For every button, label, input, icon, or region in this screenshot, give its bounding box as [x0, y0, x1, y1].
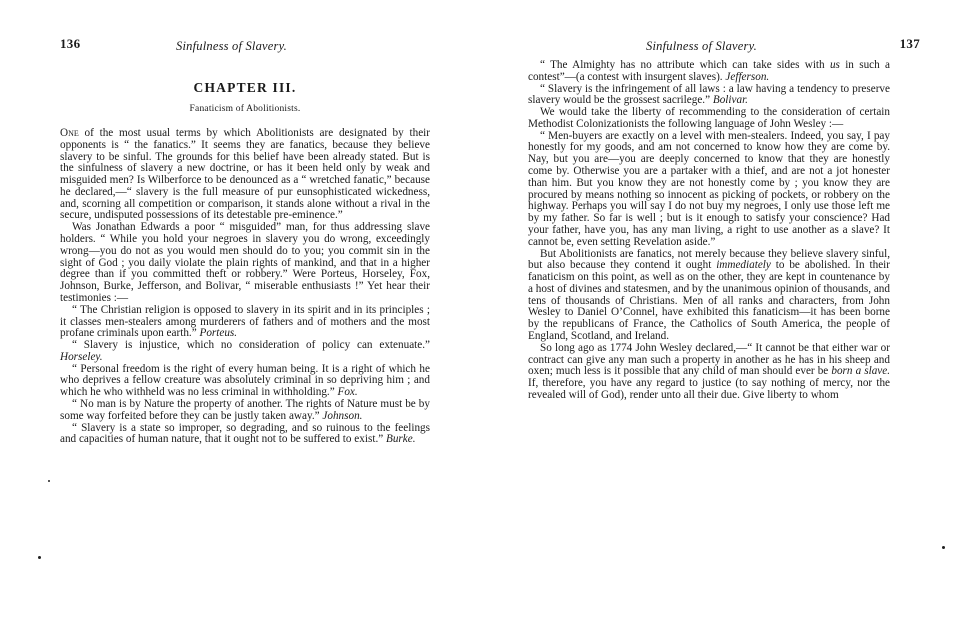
margin-dot-mark: [942, 546, 945, 549]
paragraph: [60, 128, 430, 222]
quote: [528, 84, 890, 108]
quote-text: “ Slavery is the infringement of all laws : a law having a tendency to preserve slavery would be the grossest sacrilege.”: [528, 82, 890, 107]
quote: [60, 340, 430, 364]
left-page-number: 136: [60, 36, 81, 51]
quote-text: “ Slavery is a state so improper, so degrading, and so ruinous to the feelings and capacities of human nature, that it ought not to be suffered to exist.”: [60, 421, 430, 446]
margin-dot-mark: [48, 480, 50, 482]
quote-text: “ Slavery is injustice, which no consideration of policy can extenuate.”: [72, 339, 430, 352]
quote-attribution: Bolivar.: [712, 94, 748, 107]
quote-attribution: Johnson.: [322, 409, 363, 422]
chapter-title: CHAPTER III.: [193, 80, 297, 95]
paragraph-text: We would take the liberty of recommending to the consideration of certain Methodist Colonizationists the following language of John Wesley :—: [528, 106, 890, 130]
quote-text: “ The Almighty has no attribute which can take sides with: [540, 59, 825, 71]
paragraph-text: Was Jonathan Edwards a poor “ misguided” man, for thus addressing slave holders. “ While you hold your negroes in slavery you do wrong, exceedingly wrong—you do not as you would men should do to you; you commit sin in the sight of God ; you daily violate the plain rights of mankind, and that in a higher degree than if you committed theft or robbery.” Were Porteus, Horseley, Fox, Johnson, Burke, Jefferson, and Bolivar, “ miserable enthusiasts !” Yet hear their testimonies :—: [60, 221, 430, 304]
quote-text: “ No man is by Nature the property of another. The rights of Nature must be by some way forfeited before they can be justly taken away.”: [60, 397, 430, 422]
paragraph-text: But Abolitionists are fanatics, not merely because they believe slavery sinful, but also because they contend it ought: [528, 247, 890, 272]
quote-attribution: Burke.: [386, 433, 416, 446]
quote-attribution: Horseley.: [60, 350, 103, 363]
paragraph: [528, 343, 890, 402]
paragraph-text: to be abolished. In their fanaticism on this point, as well as on the other, they are kept in countenance by a host of divines and statesmen, and by the unanimous opinion of thousands, and tens of thousands of Christians. Men of all ranks and characters, from John Wesley to Daniel O’Connel, have exhibited this fanaticism—it has been borne by the republicans of France, the Catholics of South America, the people of England, Scotland, and Ireland.: [528, 259, 890, 342]
left-running-head: Sinfulness of Slavery.: [176, 39, 287, 53]
opening-word: One: [60, 127, 79, 139]
quote-attribution: Porteus.: [199, 327, 238, 340]
emphasis: immediately: [716, 259, 771, 272]
right-running-head: Sinfulness of Slavery.: [646, 39, 757, 53]
quote: [60, 305, 430, 340]
quote-attribution: Fox.: [337, 386, 358, 399]
paragraph: [60, 222, 430, 304]
quote: [60, 399, 430, 423]
quote: [528, 60, 890, 84]
emphasis: born a slave.: [831, 365, 891, 378]
paragraph: [528, 249, 890, 343]
chapter-subtitle: Fanaticism of Abolitionists.: [189, 104, 301, 114]
paragraph-text: So long ago as 1774 John Wesley declared,—“ It cannot be that either war or contract can give any man such a property in another as he has in his sheep and oxen; much less is it possible that any child of man should ever be: [528, 341, 890, 378]
quote-attribution: Jefferson.: [725, 70, 770, 83]
quote: [60, 364, 430, 399]
paragraph-text: of the most usual terms by which Abolitionists are designated by their opponents is “ the fanatics.” It seems they are fanatics, because they believe slavery to be sinful. The grounds for this belief have been already stated. But is the sinfulness of slavery a new doctrine, or has it been held only by weak and misguided men? Is Wilberforce to be denounced as a “ wretched fanatic,” because he declared,—“ slavery is the full measure of pur eunsophisticated wickedness, and, scorning all competition or comparison, it stands alone without a rival in the secure, undisputed possessions of its detestable pre-eminence.”: [60, 127, 431, 222]
right-page-body: [528, 60, 890, 402]
emphasis: us: [829, 59, 840, 71]
quote-text: “ The Christian religion is opposed to slavery in its spirit and in its principles ; it classes men-stealers among murderers of fathers and of mothers and the most profane criminals upon earth.”: [60, 303, 430, 340]
left-page-body: [60, 128, 430, 446]
quote-text: in such a contest”—(a contest with insurgent slaves).: [528, 59, 890, 83]
paragraph: [528, 107, 890, 131]
quote: [60, 423, 430, 447]
right-page-number: 137: [899, 36, 920, 51]
quote: [528, 131, 890, 249]
paragraph-text: If, therefore, you have any regard to justice (to say nothing of mercy, nor the revealed will of God), render unto all their due. Give liberty to whom: [528, 377, 890, 401]
margin-dot-mark: [38, 556, 41, 559]
quote-text: “ Personal freedom is the right of every human being. It is a right of which he who deprives a fellow creature was absolutely criminal in so depriving him ; and which he who withheld was no less criminal in withholding.”: [60, 362, 430, 399]
right-page: [490, 0, 980, 626]
quote-text: “ Men-buyers are exactly on a level with men-stealers. Indeed, you say, I pay honestly for my goods, and am not concerned to know how they are come by. Nay, but you are—you are deeply concerned to know that they are honestly come by. Otherwise you are a partaker with a thief, and are not a jot honester than him. But you know they are not honestly come by ; you know they are procured by means nothing so innocent as picking of pockets, or robbery on the highway. Perhaps you will say I do not buy my negroes, I only use those left me by my father. So far is well ; but is it enough to satisfy your conscience? Had your father, have you, has any man living, a right to use another as a slave? It cannot be, even setting Revelation aside.”: [528, 129, 890, 248]
